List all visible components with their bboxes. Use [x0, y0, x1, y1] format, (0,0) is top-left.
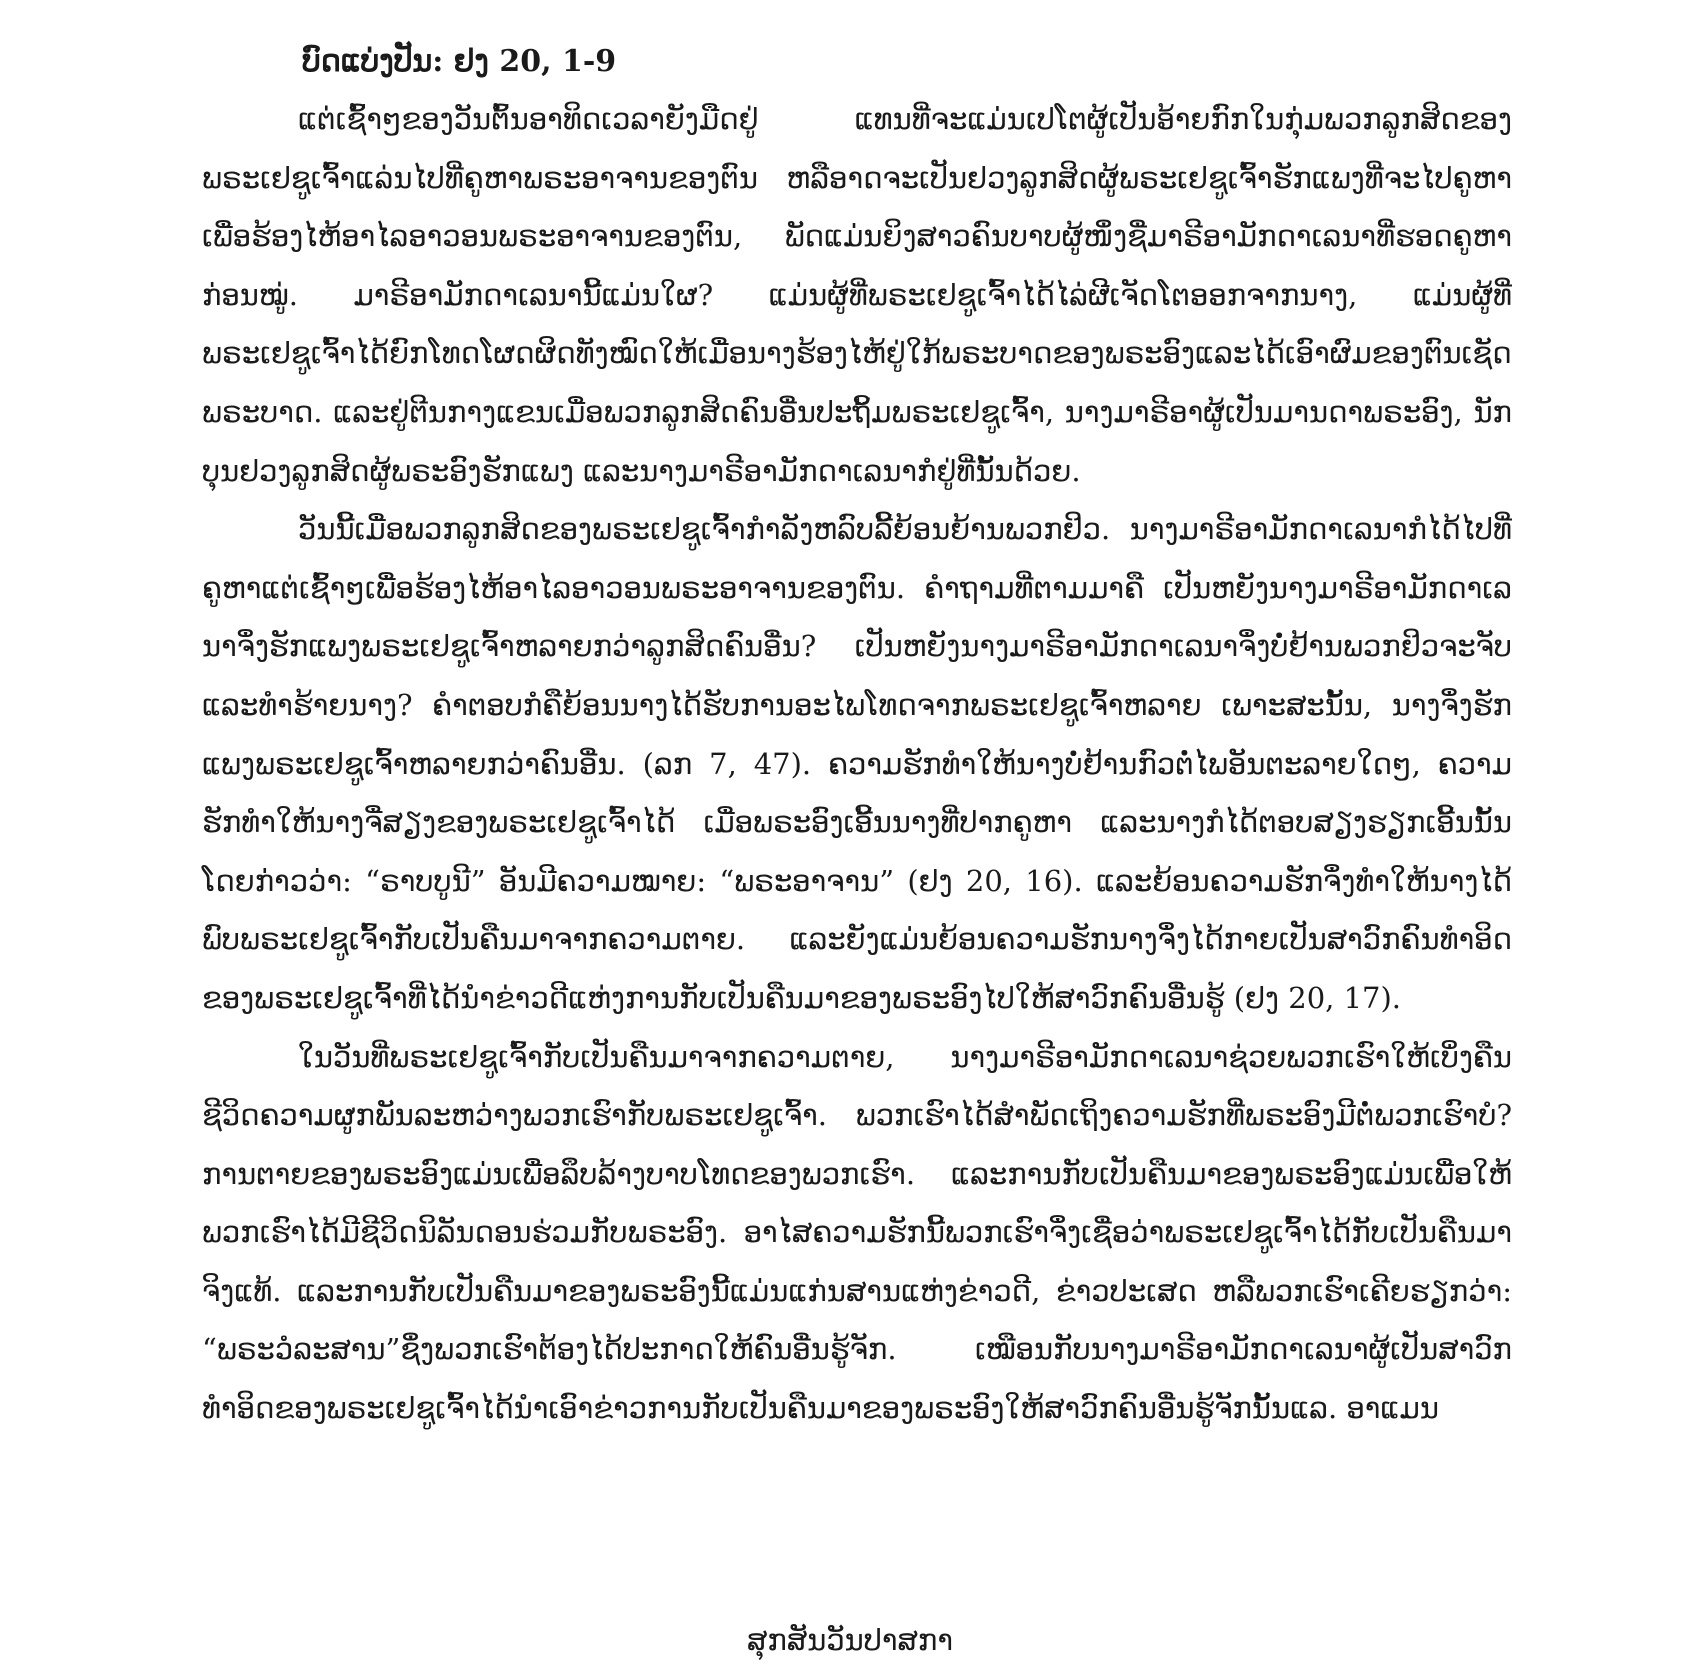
- sermon-body: [202, 90, 1512, 1438]
- paragraph-1: ແຕ່ເຊົ້າໆຂອງວັນຕົ້ນອາທິດເວລາຍັງມືດຢູ່ ແທນທີ່ຈະແມ່ນເປໂຕຜູ້ເປັນອ້າຍກົກໃນກຸ່ມພວກລູກສິດຂອງພຣະເຢຊູເຈົ້າແລ່ນໄປທີ່ຄູຫາພຣະອາຈານຂອງຕົນ ຫລືອາດຈະເປັນຢວງລູກສິດຜູ້ພຣະເຢຊູເຈົ້າຮັກແພງທີ່ຈະໄປຄູຫາເພື່ອຮ້ອງໄຫ້ອາໄລອາວອນພຣະອາຈານຂອງຕົນ, ພັດແມ່ນຍິງສາວຄົນບາບຜູ້ໜຶ່ງຊື່ມາຣີອາມັກດາເລນາທີ່ຮອດຄູຫາກ່ອນໝູ່. ມາຣີອາມັກດາເລນານີ້ແມ່ນໃຜ? ແມ່ນຜູ້ທີ່ພຣະເຢຊູເຈົ້າໄດ້ໄລ່ຜີເຈັດໂຕອອກຈາກນາງ, ແມ່ນຜູ້ທີ່ພຣະເຢຊູເຈົ້າໄດ້ຍົກໂທດໂຜດຜິດທັງໝົດໃຫ້ເມື່ອນາງຮ້ອງໄຫ້ຢູ່ໃກ້ພຣະບາດຂອງພຣະອົງແລະໄດ້ເອົາຜົມຂອງຕົນເຊັດພຣະບາດ. ແລະຢູ່ຕີນກາງແຂນເມື່ອພວກລູກສິດຄົນອື່ນປະຖິ້ມພຣະເຢຊູເຈົ້າ, ນາງມາຣີອາຜູ້ເປັນມານດາພຣະອົງ, ນັກບຸນຢວງລູກສິດຜູ້ພຣະອົງຮັກແພງ ແລະນາງມາຣີອາມັກດາເລນາກໍຢູ່ທີ່ນັ້ນດ້ວຍ.: [202, 102, 1512, 488]
- paragraph-3: ໃນວັນທີ່ພຣະເຢຊູເຈົ້າກັບເປັນຄືນມາຈາກຄວາມຕາຍ, ນາງມາຣີອາມັກດາເລນາຊ່ວຍພວກເຮົາໃຫ້ເບິ່ງຄືນຊີວິດຄວາມຜູກພັນລະຫວ່າງພວກເຮົາກັບພຣະເຢຊູເຈົ້າ. ພວກເຮົາໄດ້ສຳພັດເຖິງຄວາມຮັກທີ່ພຣະອົງມີຕໍ່ພວກເຮົາບໍ? ການຕາຍຂອງພຣະອົງແມ່ນເພື່ອລຶບລ້າງບາບໂທດຂອງພວກເຮົາ. ແລະການກັບເປັນຄືນມາຂອງພຣະອົງແມ່ນເພື່ອໃຫ້ພວກເຮົາໄດ້ມີຊີວິດນິລັນດອນຮ່ວມກັບພຣະອົງ. ອາໄສຄວາມຮັກນີ້ພວກເຮົາຈຶ່ງເຊື່ອວ່າພຣະເຢຊູເຈົ້າໄດ້ກັບເປັນຄືນມາຈິງແທ້. ແລະການກັບເປັນຄືນມາຂອງພຣະອົງນີ້ແມ່ນແກ່ນສານແຫ່ງຂ່າວດີ, ຂ່າວປະເສດ ຫລືພວກເຮົາເຄີຍຮຽກວ່າ: “ພຣະວໍລະສານ”ຊຶ່ງພວກເຮົາຕ້ອງໄດ້ປະກາດໃຫ້ຄົນອື່ນຮູ້ຈັກ. ເໝືອນກັບນາງມາຣີອາມັກດາເລນາຜູ້ເປັນສາວົກທຳອິດຂອງພຣະເຢຊູເຈົ້າໄດ້ນຳເອົາຂ່າວການກັບເປັນຄືນມາຂອງພຣະອົງໃຫ້ສາວົກຄົນອື່ນຮູ້ຈັກນັ້ນແລ. ອາແມນ: [202, 1039, 1512, 1426]
- paragraph-2: ວັນນີ້ເມື່ອພວກລູກສິດຂອງພຣະເຢຊູເຈົ້າກຳລັງຫລົບລີ້ຍ້ອນຍ້ານພວກຢິວ. ນາງມາຣີອາມັກດາເລນາກໍໄດ້ໄປທີ່ຄູຫາແຕ່ເຊົ້າໆເພື່ອຮ້ອງໄຫ້ອາໄລອາວອນພຣະອາຈານຂອງຕົນ. ຄຳຖາມທີ່ຕາມມາຄື ເປັນຫຍັງນາງມາຣີອາມັກດາເລນາຈຶ່ງຮັກແພງພຣະເຢຊູເຈົ້າຫລາຍກວ່າລູກສິດຄົນອື່ນ? ເປັນຫຍັງນາງມາຣີອາມັກດາເລນາຈຶ່ງບໍ່ຢ້ານພວກຢິວຈະຈັບ ແລະທຳຮ້າຍນາງ? ຄຳຕອບກໍຄືຍ້ອນນາງໄດ້ຮັບການອະໄພໂທດຈາກພຣະເຢຊູເຈົ້າຫລາຍ ເພາະສະນັ້ນ, ນາງຈຶ່ງຮັກແພງພຣະເຢຊູເຈົ້າຫລາຍກວ່າຄົນອື່ນ. (ລກ 7, 47). ຄວາມຮັກທຳໃຫ້ນາງບໍ່ຢ້ານກົວຕໍ່ໄພອັນຕະລາຍໃດໆ, ຄວາມຮັກທຳໃຫ້ນາງຈື່ສຽງຂອງພຣະເຢຊູເຈົ້າໄດ້ ເມື່ອພຣະອົງເອີ້ນນາງທີ່ປາກຄູຫາ ແລະນາງກໍໄດ້ຕອບສຽງຮຽກເອີ້ນນັ້ນໂດຍກ່າວວ່າ: “ຣາບບູນີ” ອັນມີຄວາມໝາຍ: “ພຣະອາຈານ” (ຢງ 20, 16). ແລະຍ້ອນຄວາມຮັກຈຶ່ງທຳໃຫ້ນາງໄດ້ພົບພຣະເຢຊູເຈົ້າກັບເປັນຄືນມາຈາກຄວາມຕາຍ. ແລະຍັງແມ່ນຍ້ອນຄວາມຮັກນາງຈຶ່ງໄດ້ກາຍເປັນສາວົກຄົນທຳອິດຂອງພຣະເຢຊູເຈົ້າທີ່ໄດ້ນຳຂ່າວດີແຫ່ງການກັບເປັນຄືນມາຂອງພຣະອົງໄປໃຫ້ສາວົກຄົນອື່ນຮູ້ (ຢງ 20, 17).: [202, 512, 1512, 1015]
- page-title: ບົດແບ່ງປັນ: ຢງ 20, 1-9: [302, 44, 617, 79]
- closing-greeting: ສຸກສັນວັນປາສກາ: [747, 1623, 953, 1657]
